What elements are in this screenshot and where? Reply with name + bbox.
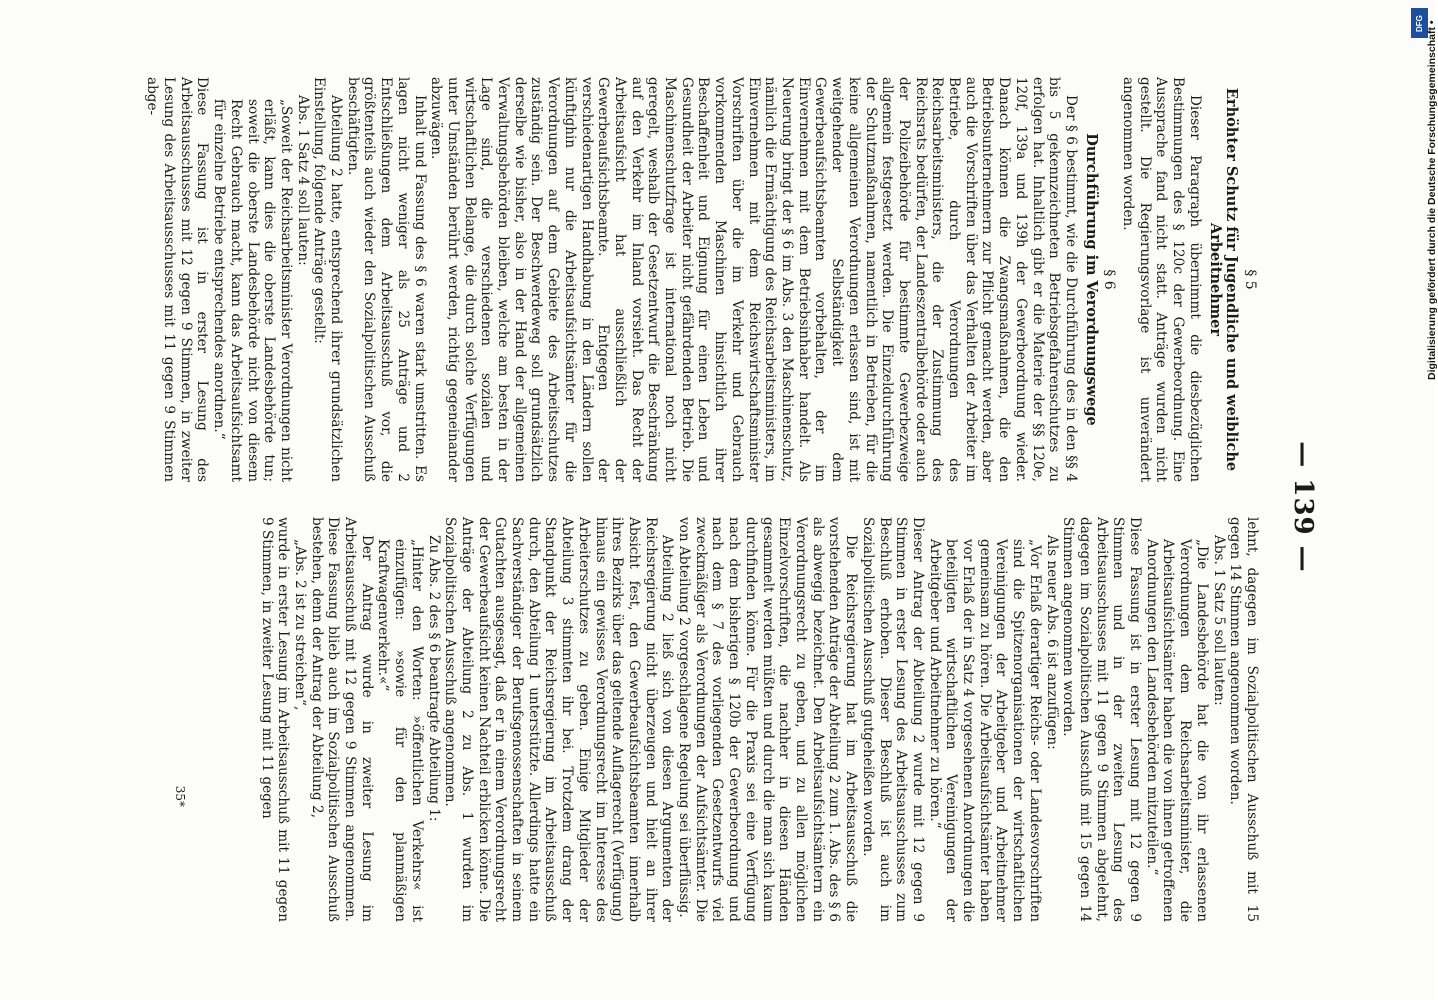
section-6-heading: § 6 (1101, 269, 1118, 290)
paragraph: Inhalt und Fassung des § 6 waren stark umstritten. Es lagen nicht weniger als 25 Anträge und 2 Entschließungen dem Arbeitsausschuß vor, die größtenteils auch wieder den Sozialpolitischen Ausschuß beschäftigten. (344, 77, 428, 482)
paragraph: Diese Fassung ist in erster Lesung mit 12 gegen 9 Stimmen und in der zweiten Lesung des Arbeitsausschusses mit 11 gegen 9 Stimmen abgelehnt, dagegen im Sozialpolitischen Ausschuß mit 15 gegen 14 Stimmen angenommen worden. (1060, 517, 1144, 922)
paragraph: Abteilung 2 ließ sich von diesen Argumenten der Reichsregierung nicht überzeugen und hielt an ihrer Absicht fest, den Gewerbeaufsichtsbeamten innerhalb ihres Bezirks über das geltende Auflagerecht (Verfügung) hinaus ein gewisses Verordnungsrecht im Interesse des Arbeiterschutzes zu geben. Einige Mitglieder der Abteilung 3 stimmten ihr bei. Trotzdem drang der Standpunkt der Reichsregierung im Arbeitsausschuß durch, den Abteilung 1 unterstützte. Allerdings hatte ein Sachverständiger der Berufsgenossenschaften in seinem Gutachten ausgesagt, daß er in einem Verordnungsrecht der Gewerbeaufsicht keinen Nachteil erblicken könne. Die Anträge der Abteilung 2 zu Abs. 1 wurden im Sozialpolitischen Ausschuß angenommen. (442, 517, 676, 922)
page-number: — 139 — (1288, 441, 1318, 573)
section-5-body: Dieser Paragraph übernimmt die diesbezüglichen Bestimmungen des § 120c der Gewerbeordnung. Eine Aussprache fand nicht statt. Anträge wurden nicht gestellt. Die Regierungsvorlage ist unverändert angenommen worden. (1120, 77, 1203, 482)
paragraph: wurde in erster Lesung im Arbeitsausschuß mit 11 gegen 9 Stimmen, in zweiter Lesung mit 11 gegen (258, 517, 292, 922)
paragraph: Der § 6 bestimmt, wie die Durchführung des in den §§ 4 bis 5 gekennzeichneten Betriebsgefahrenschutzes zu erfolgen hat. Inhaltlich gibt er die Materie der §§ 120e, 120f, 139a und 139h der Gewerbeordnung wieder. Danach können die Zwangsmaßnahmen, die den Betriebsunternehmern zur Pflicht gemacht werden, aber auch die Vorschriften über das Verhalten der Arbeiter im Betriebe, durch Verordnungen des Reichsarbeitsministers, die der Zustimmung des Reichsrats bedürfen, der Landeszentralbehörde oder auch der Polizeibehörde für bestimmte Gewerbezweige allgemein festgesetzt werden. Die Einzeldurchführung der Schutzmaßnahmen, namentlich in Betrieben, für die keine allgemeinen Verordnungen erlassen sind, ist mit weitgehender Selbständigkeit dem Gewerbeaufsichtsbeamten vorbehalten, der im Einvernehmen mit dem Betriebsinhaber handelt. Als Neuerung bringt der § 6 im Abs. 3 den Maschinenschutz, nämlich die Ermächtigung des Reichsarbeitsministers, im Einvernehmen mit dem Reichswirtschaftsminister Vorschriften über die im Verkehr und Gebrauch vorkommenden Maschinen hinsichtlich ihrer Beschaffenheit und Eignung für einen Leben und Gesundheit der Arbeiter nicht gefährdenden Betrieb. Die Maschinenschutzfrage ist international noch nicht geregelt, weshalb der Gesetzentwurf die Beschränkung auf den Verkehr im Inland vorsieht. Das Recht der Arbeitsaufsicht hat ausschließlich der Gewerbeaufsichtsbeamte. Entgegen der verschiedenartigen Handhabung in den Ländern sollen künftighin nur die Arbeitsaufsichtsämter für die Verordnungen auf dem Gebiete des Arbeitsschutzes zuständig sein. Der Beschwerdeweg soll grundsätzlich derselbe wie bisher, also in der Hand der allgemeinen Verwaltungsbehörden bleiben, welche am besten in der Lage sind, die verschiedenen sozialen und wirtschaftlichen Belange, die durch solche Verfügungen unter Umständen berührt werden, richtig gegeneinander abzuwägen. (428, 77, 1079, 482)
dfg-logo: DFG (1411, 8, 1428, 38)
section-5-title: Erhöhter Schutz für Jugendliche und weibliche Arbeitnehmer (1206, 87, 1241, 472)
rotated-page-content (144, 77, 1318, 937)
quoted-proposal: „Die Landesbehörde hat die von ihr erlassenen Verordnungen dem Reichsarbeitsminister, die Arbeitsaufsichtsämter haben die von ihnen getroffenen Anordnungen den Landesbehörden mitzuteilen.“ (1143, 539, 1210, 922)
paragraph: Zu Abs. 2 des § 6 beantragte Abteilung 1: (425, 535, 442, 822)
paragraph: Als neuer Abs. 6 ist anzufügen: (1043, 535, 1060, 750)
paragraph: Der Antrag wurde in zweiter Lesung im Arbeitsausschuß mit 12 gegen 9 Stimmen angenommen. Diese Fassung blieb auch im Sozialpolitischen Ausschuß bestehen, denn der Antrag der Abteilung 2, (308, 517, 375, 922)
paragraph: Abs. 1 Satz 5 soll lauten: (1210, 535, 1227, 706)
right-column (175, 517, 1260, 922)
left-column (144, 77, 1260, 482)
paragraph: Abs. 1 Satz 4 soll lauten: (294, 95, 311, 266)
section-6-title: Durchführung im Verordnungswege (1082, 133, 1100, 426)
paragraph: Dieser Antrag der Abteilung 2 wurde mit 12 gegen 9 Stimmen in erster Lesung des Arbeitsausschusses zum Beschluß erhoben. Dieser Beschluß ist auch im Sozialpolitischen Ausschuß gutgeheißen worden. (859, 517, 926, 922)
paragraph: lehnt, dagegen im Sozialpolitischen Ausschuß mit 15 gegen 14 Stimmen angenommen worden. (1227, 517, 1260, 922)
paragraph: Abteilung 2 hatte, entsprechend ihrer grundsätzlichen Einstellung, folgende Anträge gestellt: (311, 77, 345, 482)
funding-note: Digitalisierung gefördert durch die Deutsche Forschungsgemeinschaft • (1426, 20, 1438, 380)
signature-mark: 35* (173, 785, 187, 807)
quoted-proposal: „Soweit der Reichsarbeitsminister Verordnungen nicht erläßt, kann dies die oberste Landesbehörde tun; soweit die oberste Landesbehörde nicht von diesem Recht Gebrauch macht, kann das Arbeitsaufsichtsamt für einzelne Betriebe entsprechendes anordnen.“ (211, 99, 294, 482)
quoted-proposal: „Vor Erlaß derartiger Reichs- oder Landesvorschriften sind die Spitzenorganisationen der wirtschaftlichen Vereinigungen der Arbeitgeber und Arbeitnehmer gemeinsam zu hören. Die Arbeitsaufsichtsämter haben vor Erlaß der in Satz 4 vorgesehenen Anordnungen die beteiligten wirtschaftlichen Vereinigungen der Arbeitgeber und Arbeitnehmer zu hören.“ (926, 539, 1043, 922)
section-5-heading: § 5 (1242, 269, 1258, 290)
quoted-proposal: „Hinter den Worten: »öffentlichen Verkehrs« ist einzufügen: »sowie für den planmäßigen Kraftwagenverkehr.«“ (375, 539, 425, 922)
paragraph: Diese Fassung ist in erster Lesung des Arbeitsausschusses mit 12 gegen 9 Stimmen, in zweiter Lesung des Arbeitsausschusses mit 11 gegen 9 Stimmen abge- (144, 77, 211, 482)
paragraph: Die Reichsregierung hat im Arbeitsausschuß die vorstehenden Anträge der Abteilung 2 zum 1. Abs. des § 6 als abwegig bezeichnet. Den Arbeitsaufsichtsämtern ein Verordnungsrecht zu geben, und zu allen möglichen Einzelvorschriften, die nachher in diesen Händen gesammelt werden müßten und durch die man sich kaum durchfinden könne. Für die Praxis sei eine Verfügung nach dem bisherigen § 120b der Gewerbeordnung und nach dem § 7 des vorliegenden Gesetzentwurfs viel zweckmäßiger als Verordnungen der Aufsichtsämter. Die von Abteilung 2 vorgeschlagene Regelung sei überflüssig. (676, 517, 860, 922)
quoted-proposal: „Abs. 2 ist zu streichen“, (291, 539, 308, 711)
